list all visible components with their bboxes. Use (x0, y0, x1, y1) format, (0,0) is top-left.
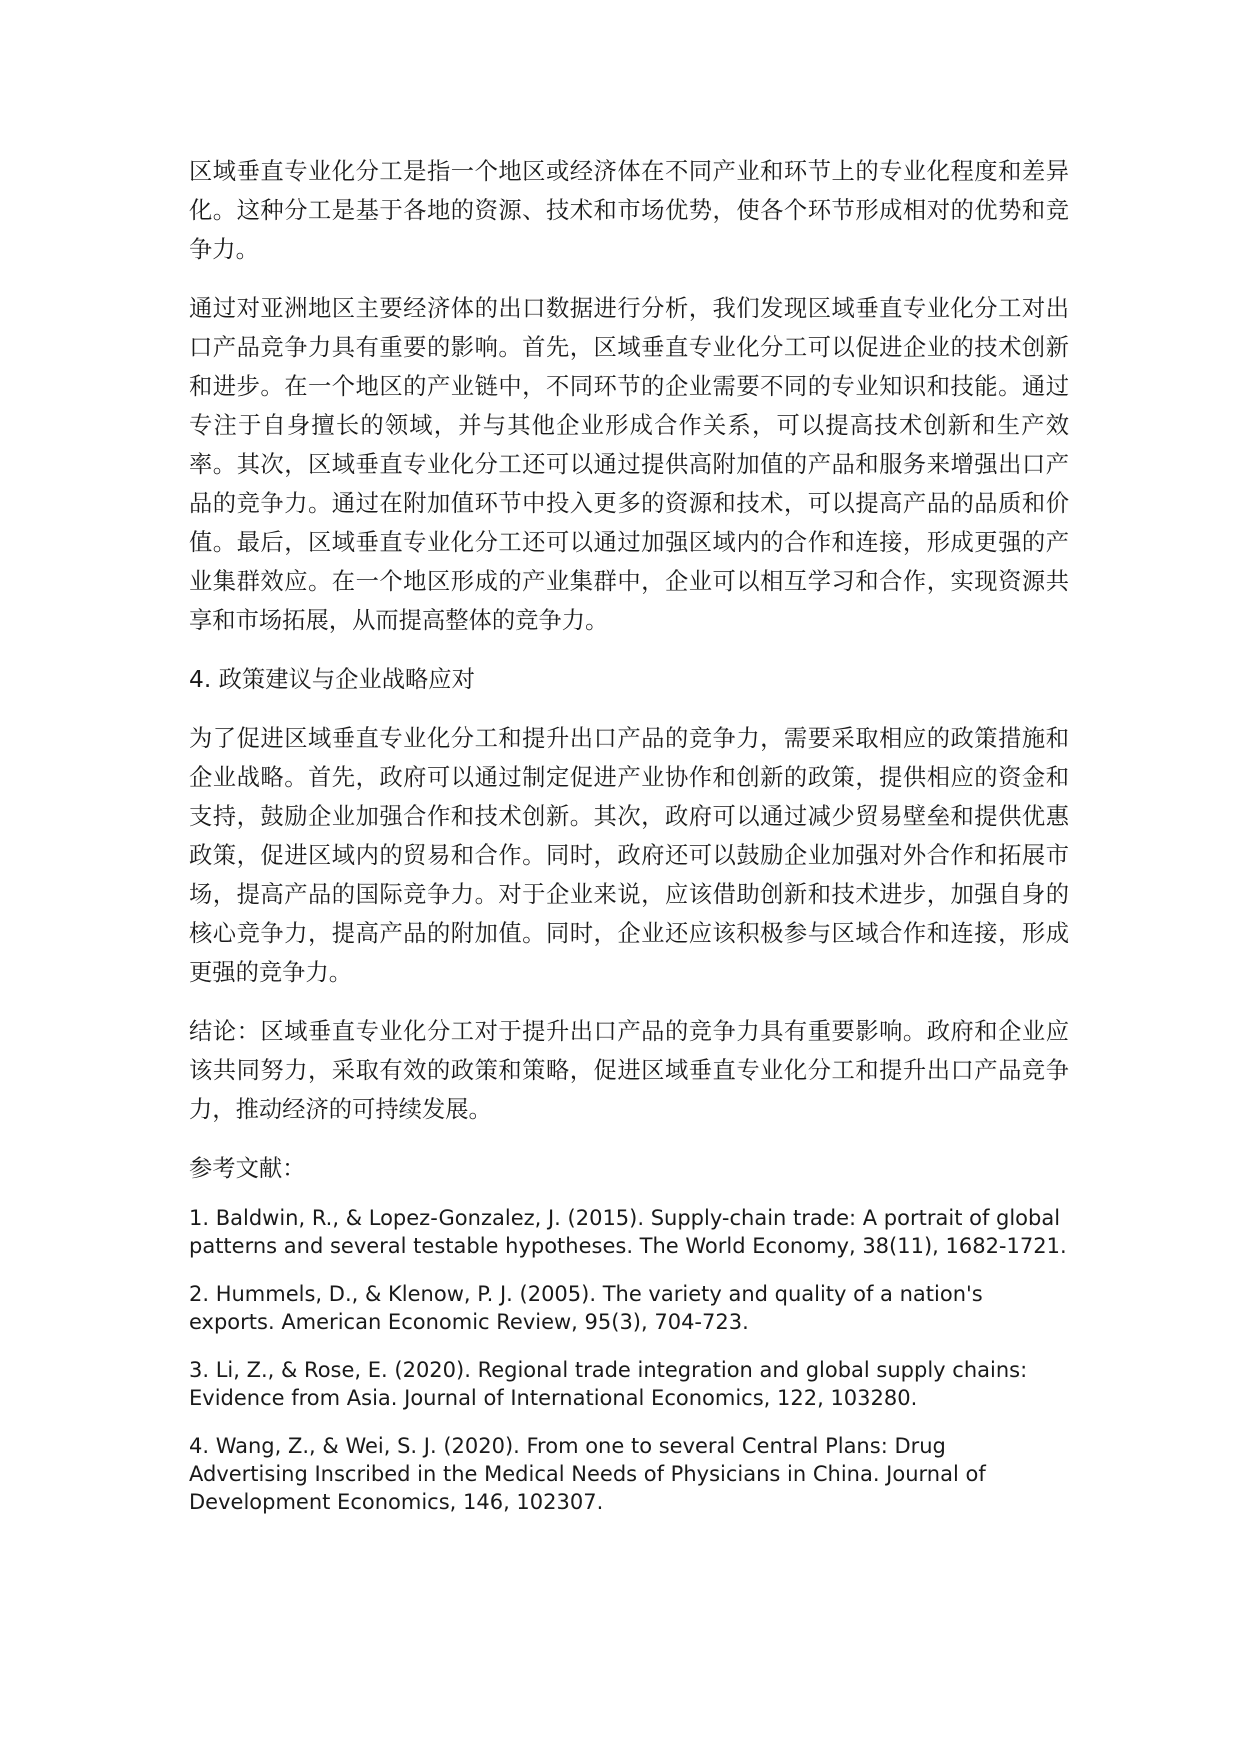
paragraph-conclusion: 结论：区域垂直专业化分工对于提升出口产品的竞争力具有重要影响。政府和企业应该共同努力，采取有效的政策和策略，促进区域垂直专业化分工和提升出口产品竞争力，推动经济的可持续发展。 (189, 1018, 1069, 1123)
paragraph-definition: 区域垂直专业化分工是指一个地区或经济体在不同产业和环节上的专业化程度和差异化。这种分工是基于各地的资源、技术和市场优势，使各个环节形成相对的优势和竞争力。 (189, 158, 1069, 263)
document-body (189, 152, 1069, 1536)
paragraph-analysis: 通过对亚洲地区主要经济体的出口数据进行分析，我们发现区域垂直专业化分工对出口产品竞争力具有重要的影响。首先，区域垂直专业化分工可以促进企业的技术创新和进步。在一个地区的产业链中，不同环节的企业需要不同的专业知识和技能。通过专注于自身擅长的领域，并与其他企业形成合作关系，可以提高技术创新和生产效率。其次，区域垂直专业化分工还可以通过提供高附加值的产品和服务来增强出口产品的竞争力。通过在附加值环节中投入更多的资源和技术，可以提高产品的品质和价值。最后，区域垂直专业化分工还可以通过加强区域内的合作和连接，形成更强的产业集群效应。在一个地区形成的产业集群中，企业可以相互学习和合作，实现资源共享和市场拓展，从而提高整体的竞争力。 (189, 295, 1069, 634)
references-title: 参考文献： (189, 1155, 306, 1182)
reference-item: 4. Wang, Z., & Wei, S. J. (2020). From one to several Central Plans: Drug Advertising Inscribed in the Medical Needs of Physicians in China. Journal of Development Economics, 146, 102307. (189, 1434, 986, 1514)
reference-item: 2. Hummels, D., & Klenow, P. J. (2005). The variety and quality of a nation's exports. American Economic Review, 95(3), 704-723. (189, 1282, 983, 1334)
section-heading: 4. 政策建议与企业战略应对 (189, 666, 475, 693)
reference-item: 3. Li, Z., & Rose, E. (2020). Regional trade integration and global supply chains: Evidence from Asia. Journal of International Economics, 122, 103280. (189, 1358, 1028, 1410)
paragraph-policy: 为了促进区域垂直专业化分工和提升出口产品的竞争力，需要采取相应的政策措施和企业战略。首先，政府可以通过制定促进产业协作和创新的政策，提供相应的资金和支持，鼓励企业加强合作和技术创新。其次，政府可以通过减少贸易壁垒和提供优惠政策，促进区域内的贸易和合作。同时，政府还可以鼓励企业加强对外合作和拓展市场，提高产品的国际竞争力。对于企业来说，应该借助创新和技术进步，加强自身的核心竞争力，提高产品的附加值。同时，企业还应该积极参与区域合作和连接，形成更强的竞争力。 (189, 725, 1069, 986)
reference-item: 1. Baldwin, R., & Lopez-Gonzalez, J. (2015). Supply-chain trade: A portrait of global patterns and several testable hypotheses. The World Economy, 38(11), 1682-1721. (189, 1206, 1067, 1258)
